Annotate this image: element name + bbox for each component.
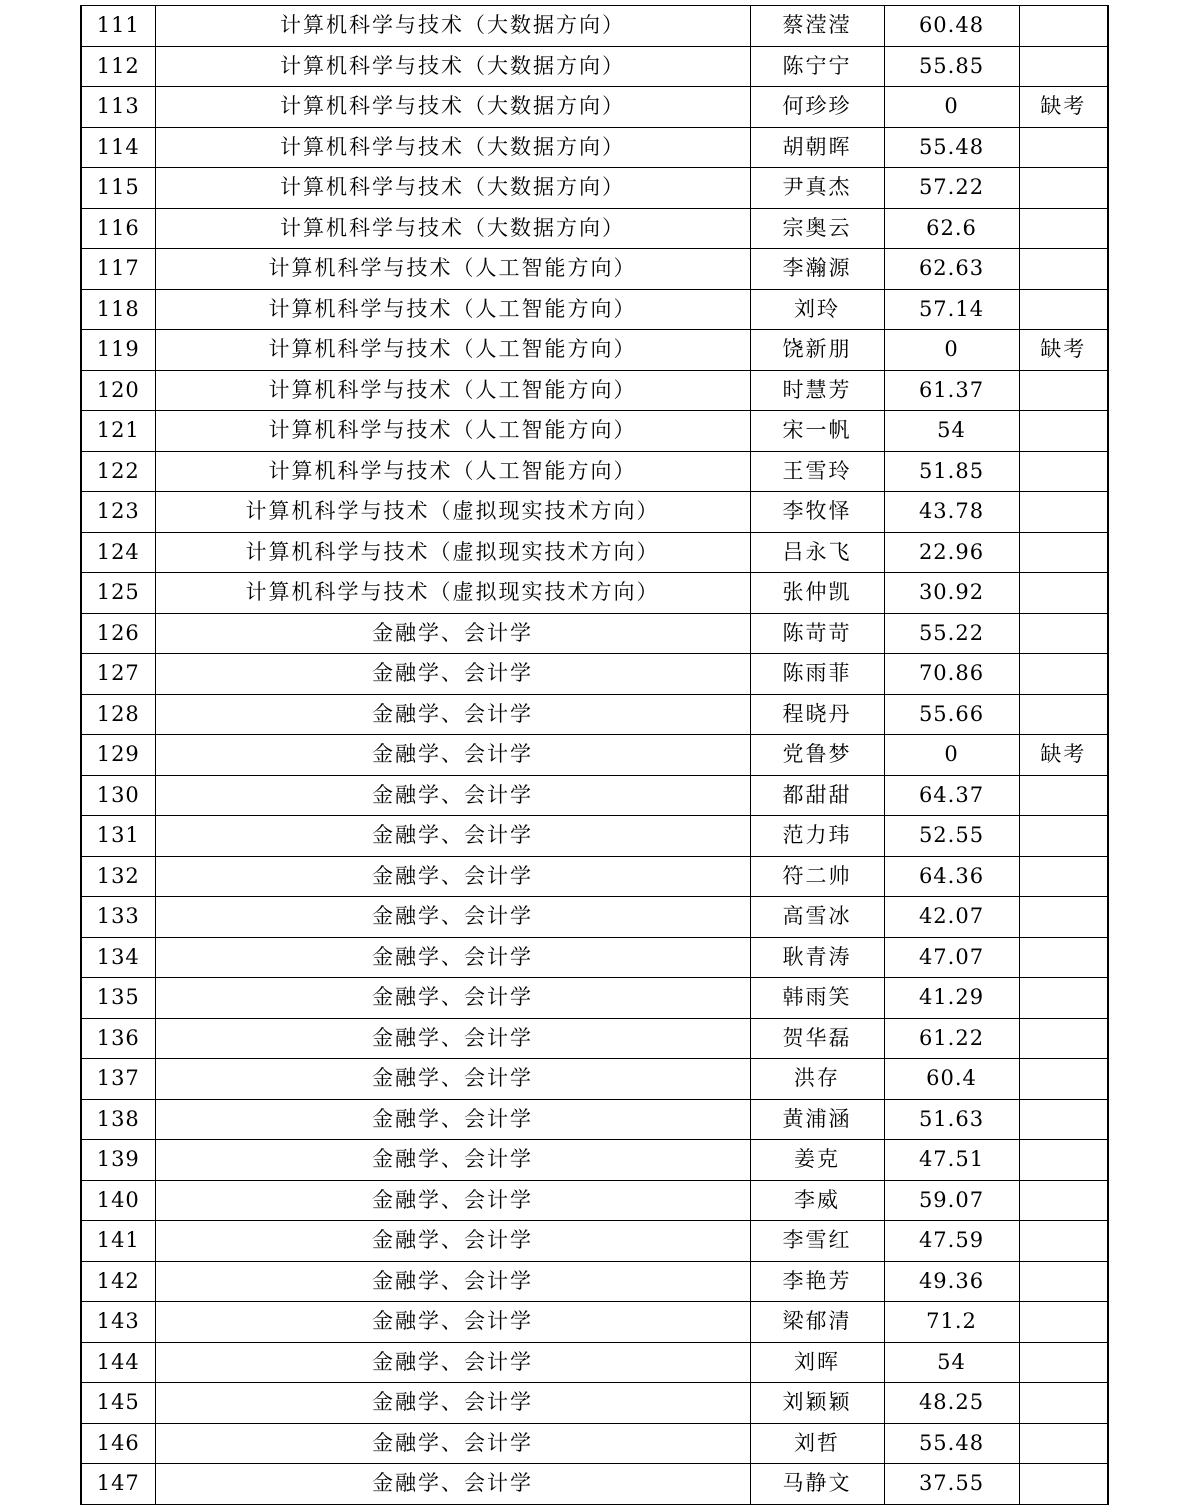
- remark-cell: 缺考: [1019, 735, 1108, 776]
- row-number-cell: 113: [81, 87, 155, 128]
- score-cell: 62.63: [884, 249, 1019, 290]
- major-cell: 计算机科学与技术（人工智能方向）: [155, 289, 750, 330]
- major-cell: 金融学、会计学: [155, 1383, 750, 1424]
- row-number-cell: 115: [81, 168, 155, 209]
- candidate-name-cell: 韩雨笑: [750, 978, 884, 1019]
- row-number-cell: 135: [81, 978, 155, 1019]
- major-cell: 计算机科学与技术（大数据方向）: [155, 46, 750, 87]
- remark-cell: [1019, 492, 1108, 533]
- table-row: [81, 1423, 1108, 1464]
- major-cell: 金融学、会计学: [155, 937, 750, 978]
- major-cell: 金融学、会计学: [155, 816, 750, 857]
- row-number-cell: 143: [81, 1302, 155, 1343]
- score-cell: 37.55: [884, 1464, 1019, 1505]
- candidate-name-cell: 蔡滢滢: [750, 6, 884, 47]
- score-cell: 0: [884, 87, 1019, 128]
- row-number-cell: 112: [81, 46, 155, 87]
- candidate-name-cell: 饶新朋: [750, 330, 884, 371]
- major-cell: 计算机科学与技术（大数据方向）: [155, 168, 750, 209]
- row-number-cell: 118: [81, 289, 155, 330]
- row-number-cell: 130: [81, 775, 155, 816]
- row-number-cell: 129: [81, 735, 155, 776]
- score-cell: 55.48: [884, 1423, 1019, 1464]
- major-cell: 金融学、会计学: [155, 694, 750, 735]
- major-cell: 金融学、会计学: [155, 1099, 750, 1140]
- table-row: [81, 694, 1108, 735]
- score-cell: 43.78: [884, 492, 1019, 533]
- candidate-name-cell: 陈苛苛: [750, 613, 884, 654]
- score-cell: 49.36: [884, 1261, 1019, 1302]
- candidate-name-cell: 姜克: [750, 1140, 884, 1181]
- remark-cell: [1019, 1423, 1108, 1464]
- candidate-name-cell: 李艳芳: [750, 1261, 884, 1302]
- major-cell: 金融学、会计学: [155, 1059, 750, 1100]
- remark-cell: [1019, 1059, 1108, 1100]
- row-number-cell: 125: [81, 573, 155, 614]
- candidate-name-cell: 陈雨菲: [750, 654, 884, 695]
- score-cell: 52.55: [884, 816, 1019, 857]
- score-cell: 54: [884, 411, 1019, 452]
- table-row: [81, 613, 1108, 654]
- remark-cell: [1019, 168, 1108, 209]
- table-row: [81, 411, 1108, 452]
- row-number-cell: 126: [81, 613, 155, 654]
- row-number-cell: 124: [81, 532, 155, 573]
- remark-cell: [1019, 856, 1108, 897]
- row-number-cell: 120: [81, 370, 155, 411]
- row-number-cell: 128: [81, 694, 155, 735]
- major-cell: 计算机科学与技术（人工智能方向）: [155, 370, 750, 411]
- table-row: [81, 1383, 1108, 1424]
- row-number-cell: 132: [81, 856, 155, 897]
- remark-cell: [1019, 249, 1108, 290]
- major-cell: 计算机科学与技术（虚拟现实技术方向）: [155, 492, 750, 533]
- remark-cell: [1019, 1302, 1108, 1343]
- table-row: [81, 168, 1108, 209]
- candidate-name-cell: 耿青涛: [750, 937, 884, 978]
- table-row: [81, 1221, 1108, 1262]
- candidate-name-cell: 李瀚源: [750, 249, 884, 290]
- major-cell: 金融学、会计学: [155, 1423, 750, 1464]
- remark-cell: [1019, 1099, 1108, 1140]
- remark-cell: [1019, 208, 1108, 249]
- remark-cell: [1019, 775, 1108, 816]
- table-row: [81, 654, 1108, 695]
- candidate-name-cell: 宋一帆: [750, 411, 884, 452]
- candidate-name-cell: 刘晖: [750, 1342, 884, 1383]
- row-number-cell: 144: [81, 1342, 155, 1383]
- score-cell: 51.85: [884, 451, 1019, 492]
- score-cell: 51.63: [884, 1099, 1019, 1140]
- remark-cell: [1019, 289, 1108, 330]
- candidate-name-cell: 高雪冰: [750, 897, 884, 938]
- major-cell: 金融学、会计学: [155, 775, 750, 816]
- major-cell: 金融学、会计学: [155, 1464, 750, 1505]
- major-cell: 金融学、会计学: [155, 1140, 750, 1181]
- remark-cell: [1019, 897, 1108, 938]
- score-cell: 22.96: [884, 532, 1019, 573]
- remark-cell: [1019, 46, 1108, 87]
- table-row: [81, 46, 1108, 87]
- score-cell: 64.36: [884, 856, 1019, 897]
- row-number-cell: 127: [81, 654, 155, 695]
- remark-cell: [1019, 1261, 1108, 1302]
- candidate-name-cell: 胡朝晖: [750, 127, 884, 168]
- score-cell: 62.6: [884, 208, 1019, 249]
- score-cell: 0: [884, 735, 1019, 776]
- table-row: [81, 1261, 1108, 1302]
- row-number-cell: 136: [81, 1018, 155, 1059]
- score-cell: 61.37: [884, 370, 1019, 411]
- score-cell: 47.07: [884, 937, 1019, 978]
- candidate-name-cell: 党鲁梦: [750, 735, 884, 776]
- table-row: [81, 735, 1108, 776]
- remark-cell: [1019, 1180, 1108, 1221]
- row-number-cell: 117: [81, 249, 155, 290]
- score-cell: 54: [884, 1342, 1019, 1383]
- row-number-cell: 119: [81, 330, 155, 371]
- score-cell: 64.37: [884, 775, 1019, 816]
- candidate-name-cell: 洪存: [750, 1059, 884, 1100]
- candidate-name-cell: 刘哲: [750, 1423, 884, 1464]
- row-number-cell: 139: [81, 1140, 155, 1181]
- candidate-name-cell: 程晓丹: [750, 694, 884, 735]
- table-row: [81, 6, 1108, 47]
- major-cell: 金融学、会计学: [155, 1302, 750, 1343]
- table-row: [81, 856, 1108, 897]
- score-cell: 60.4: [884, 1059, 1019, 1100]
- remark-cell: [1019, 1383, 1108, 1424]
- candidate-name-cell: 时慧芳: [750, 370, 884, 411]
- candidate-name-cell: 吕永飞: [750, 532, 884, 573]
- major-cell: 计算机科学与技术（大数据方向）: [155, 87, 750, 128]
- candidate-name-cell: 李威: [750, 1180, 884, 1221]
- row-number-cell: 116: [81, 208, 155, 249]
- score-cell: 55.66: [884, 694, 1019, 735]
- table-row: [81, 775, 1108, 816]
- remark-cell: [1019, 1140, 1108, 1181]
- major-cell: 金融学、会计学: [155, 978, 750, 1019]
- score-cell: 57.22: [884, 168, 1019, 209]
- remark-cell: 缺考: [1019, 330, 1108, 371]
- remark-cell: [1019, 6, 1108, 47]
- remark-cell: [1019, 937, 1108, 978]
- row-number-cell: 121: [81, 411, 155, 452]
- remark-cell: [1019, 127, 1108, 168]
- score-cell: 70.86: [884, 654, 1019, 695]
- candidate-name-cell: 王雪玲: [750, 451, 884, 492]
- candidate-name-cell: 尹真杰: [750, 168, 884, 209]
- major-cell: 金融学、会计学: [155, 1221, 750, 1262]
- row-number-cell: 123: [81, 492, 155, 533]
- row-number-cell: 140: [81, 1180, 155, 1221]
- table-row: [81, 1464, 1108, 1505]
- candidate-name-cell: 宗奥云: [750, 208, 884, 249]
- row-number-cell: 142: [81, 1261, 155, 1302]
- major-cell: 金融学、会计学: [155, 1018, 750, 1059]
- major-cell: 金融学、会计学: [155, 1342, 750, 1383]
- score-cell: 57.14: [884, 289, 1019, 330]
- major-cell: 计算机科学与技术（虚拟现实技术方向）: [155, 532, 750, 573]
- table-row: [81, 1302, 1108, 1343]
- row-number-cell: 137: [81, 1059, 155, 1100]
- row-number-cell: 131: [81, 816, 155, 857]
- row-number-cell: 133: [81, 897, 155, 938]
- remark-cell: [1019, 1464, 1108, 1505]
- table-row: [81, 249, 1108, 290]
- table-row: [81, 937, 1108, 978]
- candidate-name-cell: 梁郁清: [750, 1302, 884, 1343]
- table-row: [81, 289, 1108, 330]
- remark-cell: [1019, 1342, 1108, 1383]
- table-row: [81, 532, 1108, 573]
- row-number-cell: 145: [81, 1383, 155, 1424]
- table-row: [81, 451, 1108, 492]
- table-row: [81, 978, 1108, 1019]
- candidate-name-cell: 马静文: [750, 1464, 884, 1505]
- remark-cell: [1019, 978, 1108, 1019]
- major-cell: 金融学、会计学: [155, 897, 750, 938]
- candidate-name-cell: 黄浦涵: [750, 1099, 884, 1140]
- table-row: [81, 1140, 1108, 1181]
- table-row: [81, 1180, 1108, 1221]
- score-cell: 55.85: [884, 46, 1019, 87]
- table-row: [81, 330, 1108, 371]
- table-row: [81, 897, 1108, 938]
- candidate-name-cell: 何珍珍: [750, 87, 884, 128]
- major-cell: 计算机科学与技术（人工智能方向）: [155, 411, 750, 452]
- score-cell: 60.48: [884, 6, 1019, 47]
- major-cell: 计算机科学与技术（人工智能方向）: [155, 330, 750, 371]
- score-cell: 0: [884, 330, 1019, 371]
- candidate-name-cell: 范力玮: [750, 816, 884, 857]
- candidate-name-cell: 刘玲: [750, 289, 884, 330]
- row-number-cell: 138: [81, 1099, 155, 1140]
- score-cell: 71.2: [884, 1302, 1019, 1343]
- candidate-name-cell: 李雪红: [750, 1221, 884, 1262]
- remark-cell: [1019, 532, 1108, 573]
- score-cell: 61.22: [884, 1018, 1019, 1059]
- score-cell: 55.22: [884, 613, 1019, 654]
- candidate-name-cell: 陈宁宁: [750, 46, 884, 87]
- major-cell: 金融学、会计学: [155, 856, 750, 897]
- candidate-name-cell: 李牧怿: [750, 492, 884, 533]
- row-number-cell: 111: [81, 6, 155, 47]
- table-row: [81, 127, 1108, 168]
- remark-cell: [1019, 370, 1108, 411]
- remark-cell: [1019, 411, 1108, 452]
- score-table: [80, 5, 1109, 1505]
- remark-cell: [1019, 1018, 1108, 1059]
- candidate-name-cell: 贺华磊: [750, 1018, 884, 1059]
- candidate-name-cell: 刘颖颖: [750, 1383, 884, 1424]
- table-row: [81, 816, 1108, 857]
- remark-cell: [1019, 1221, 1108, 1262]
- remark-cell: [1019, 451, 1108, 492]
- major-cell: 计算机科学与技术（大数据方向）: [155, 208, 750, 249]
- candidate-name-cell: 符二帅: [750, 856, 884, 897]
- row-number-cell: 146: [81, 1423, 155, 1464]
- major-cell: 计算机科学与技术（大数据方向）: [155, 6, 750, 47]
- remark-cell: [1019, 654, 1108, 695]
- row-number-cell: 122: [81, 451, 155, 492]
- table-row: [81, 1342, 1108, 1383]
- table-row: [81, 1059, 1108, 1100]
- table-row: [81, 87, 1108, 128]
- major-cell: 计算机科学与技术（虚拟现实技术方向）: [155, 573, 750, 614]
- major-cell: 计算机科学与技术（大数据方向）: [155, 127, 750, 168]
- major-cell: 金融学、会计学: [155, 613, 750, 654]
- major-cell: 金融学、会计学: [155, 1261, 750, 1302]
- candidate-name-cell: 张仲凯: [750, 573, 884, 614]
- score-table-body: [81, 6, 1108, 1505]
- major-cell: 金融学、会计学: [155, 654, 750, 695]
- candidate-name-cell: 都甜甜: [750, 775, 884, 816]
- remark-cell: [1019, 816, 1108, 857]
- table-row: [81, 492, 1108, 533]
- score-cell: 41.29: [884, 978, 1019, 1019]
- row-number-cell: 141: [81, 1221, 155, 1262]
- score-cell: 48.25: [884, 1383, 1019, 1424]
- major-cell: 金融学、会计学: [155, 1180, 750, 1221]
- score-cell: 47.59: [884, 1221, 1019, 1262]
- remark-cell: [1019, 694, 1108, 735]
- row-number-cell: 114: [81, 127, 155, 168]
- table-row: [81, 1099, 1108, 1140]
- table-row: [81, 1018, 1108, 1059]
- score-cell: 55.48: [884, 127, 1019, 168]
- remark-cell: [1019, 613, 1108, 654]
- score-cell: 47.51: [884, 1140, 1019, 1181]
- table-row: [81, 208, 1108, 249]
- score-cell: 59.07: [884, 1180, 1019, 1221]
- major-cell: 计算机科学与技术（人工智能方向）: [155, 451, 750, 492]
- major-cell: 金融学、会计学: [155, 735, 750, 776]
- remark-cell: 缺考: [1019, 87, 1108, 128]
- major-cell: 计算机科学与技术（人工智能方向）: [155, 249, 750, 290]
- table-row: [81, 370, 1108, 411]
- row-number-cell: 147: [81, 1464, 155, 1505]
- row-number-cell: 134: [81, 937, 155, 978]
- table-row: [81, 573, 1108, 614]
- remark-cell: [1019, 573, 1108, 614]
- score-cell: 42.07: [884, 897, 1019, 938]
- score-cell: 30.92: [884, 573, 1019, 614]
